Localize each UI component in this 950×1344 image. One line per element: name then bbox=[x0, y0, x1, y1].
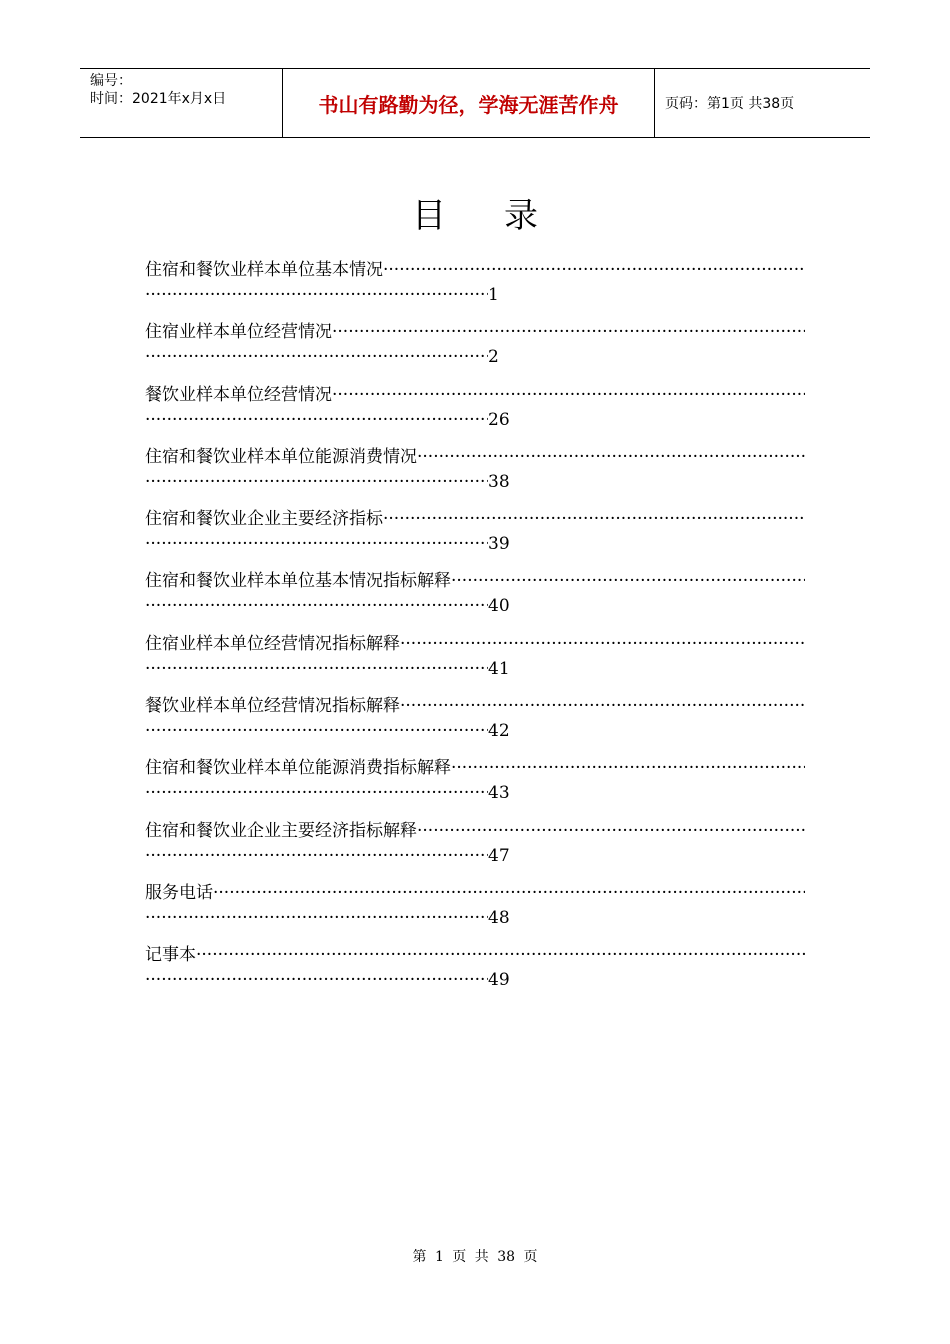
toc-entry[interactable] bbox=[145, 258, 805, 320]
toc-entry-page: 39 bbox=[488, 534, 510, 555]
toc-entry-text: 住宿和餐饮业样本单位能源消费指标解释 bbox=[145, 758, 451, 779]
toc-entry-page: 43 bbox=[488, 783, 510, 804]
page-footer: 第 1 页 共 38 页 bbox=[412, 1249, 538, 1265]
toc-entry-page: 49 bbox=[488, 970, 510, 991]
toc-leader bbox=[145, 844, 488, 869]
page-header bbox=[80, 68, 870, 138]
toc-entry-page: 1 bbox=[488, 285, 499, 305]
toc-entry-text: 住宿业样本单位经营情况指标解释 bbox=[145, 633, 400, 654]
toc-entry[interactable] bbox=[145, 320, 805, 382]
header-page-info: 页码：第1页 共38页 bbox=[665, 96, 795, 112]
toc-leader bbox=[145, 906, 488, 931]
toc-entry[interactable] bbox=[145, 632, 805, 694]
toc-leader bbox=[145, 719, 488, 744]
toc-entry-page: 41 bbox=[488, 658, 510, 679]
code-label: 编号： bbox=[90, 73, 132, 89]
toc-leader bbox=[145, 470, 488, 495]
toc-entry[interactable] bbox=[145, 569, 805, 631]
toc-entry-text: 住宿和餐饮业样本单位基本情况 bbox=[145, 260, 383, 280]
toc-entry-text: 记事本 bbox=[145, 945, 196, 966]
toc-leader bbox=[145, 283, 488, 308]
toc-entry[interactable] bbox=[145, 943, 805, 1005]
toc-entry-text: 住宿和餐饮业样本单位能源消费情况 bbox=[145, 446, 417, 467]
toc-leader bbox=[196, 943, 805, 968]
toc-entry-text: 住宿业样本单位经营情况 bbox=[145, 322, 332, 343]
toc-leader bbox=[145, 532, 488, 557]
header-meta bbox=[80, 69, 282, 137]
toc-leader bbox=[451, 569, 805, 594]
toc-entry[interactable] bbox=[145, 756, 805, 818]
toc-leader bbox=[332, 320, 805, 345]
toc-entry-page: 38 bbox=[488, 471, 510, 492]
toc-leader bbox=[213, 881, 805, 906]
toc-entry-text: 住宿和餐饮业样本单位基本情况指标解释 bbox=[145, 571, 451, 592]
toc-leader bbox=[417, 819, 805, 844]
toc-entry[interactable] bbox=[145, 445, 805, 507]
toc-leader bbox=[145, 345, 488, 370]
table-of-contents bbox=[145, 258, 805, 1006]
toc-leader bbox=[145, 781, 488, 806]
toc-entry-text: 住宿和餐饮业企业主要经济指标解释 bbox=[145, 820, 417, 841]
toc-entry-page: 40 bbox=[488, 596, 510, 617]
toc-entry[interactable] bbox=[145, 819, 805, 881]
toc-entry-page: 2 bbox=[488, 347, 499, 368]
page-title: 目录 bbox=[412, 196, 596, 236]
toc-leader bbox=[145, 594, 488, 619]
toc-entry-text: 餐饮业样本单位经营情况 bbox=[145, 384, 332, 405]
toc-entry-text: 服务电话 bbox=[145, 882, 213, 903]
toc-entry-text: 餐饮业样本单位经营情况指标解释 bbox=[145, 696, 400, 717]
toc-entry-page: 42 bbox=[488, 721, 510, 742]
toc-entry-text: 住宿和餐饮业企业主要经济指标 bbox=[145, 509, 383, 530]
header-motto: 书山有路勤为径，学海无涯苦作舟 bbox=[282, 69, 655, 137]
toc-leader bbox=[400, 694, 805, 719]
toc-leader bbox=[145, 968, 488, 993]
toc-entry[interactable] bbox=[145, 881, 805, 943]
toc-leader bbox=[383, 258, 805, 283]
toc-leader bbox=[145, 408, 488, 433]
toc-entry-page: 48 bbox=[488, 907, 510, 928]
toc-leader bbox=[400, 632, 805, 657]
time-label: 时间：2021年x月x日 bbox=[90, 91, 227, 107]
toc-leader bbox=[417, 445, 805, 470]
toc-leader bbox=[332, 383, 805, 408]
toc-leader bbox=[383, 507, 805, 532]
toc-entry-page: 26 bbox=[488, 409, 510, 430]
toc-entry[interactable] bbox=[145, 694, 805, 756]
toc-leader bbox=[451, 756, 805, 781]
toc-entry-page: 47 bbox=[488, 845, 510, 866]
toc-entry[interactable] bbox=[145, 507, 805, 569]
toc-leader bbox=[145, 657, 488, 682]
toc-entry[interactable] bbox=[145, 383, 805, 445]
